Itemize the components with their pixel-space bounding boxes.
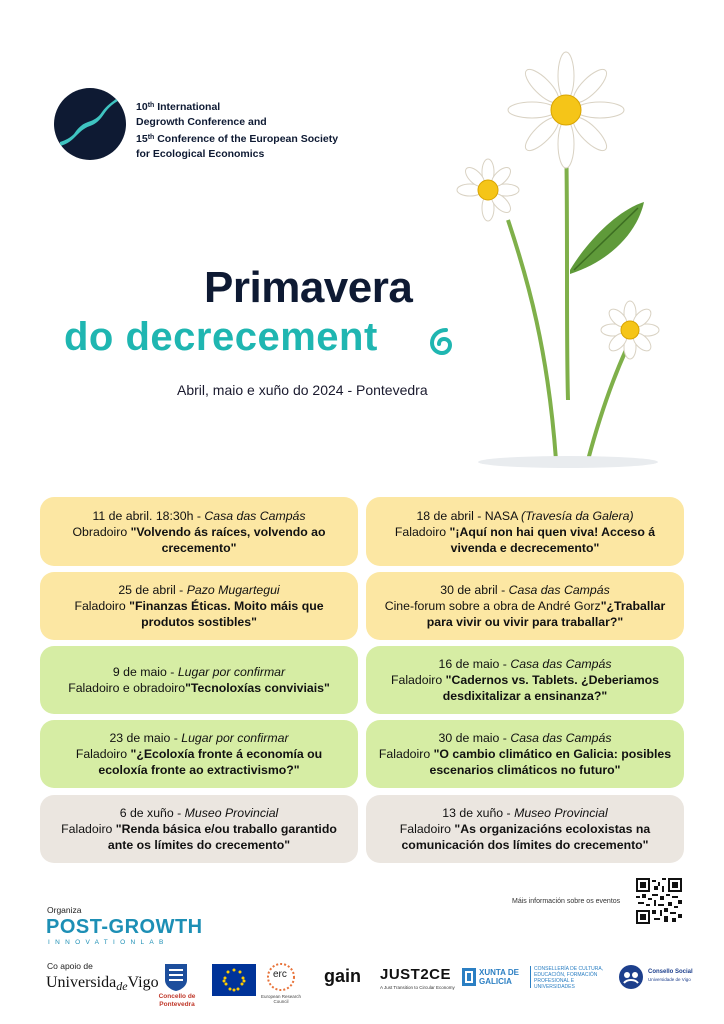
event-when: 30 de abril - Casa das Campás — [440, 583, 610, 597]
event-description: Faladoiro "¡Aquí non hai quen viva! Acceso á vivenda e decrecemento" — [394, 524, 656, 555]
conference-line: Degrowth Conference and — [136, 116, 267, 128]
xunta-label: XUNTA DE GALICIA — [479, 968, 519, 986]
event-card — [366, 795, 684, 863]
event-card — [366, 497, 684, 566]
just2ce-sublabel: A Just Transition to Circular Economy — [380, 985, 455, 990]
divider — [530, 966, 531, 988]
gain-logo: gain — [324, 966, 362, 986]
page-subtitle: do decrecement — [64, 315, 378, 359]
event-description: Faladoiro "¿Ecoloxía fronte á economía ou ecoloxía fronte ao extractivismo?" — [75, 747, 323, 777]
qr-code-icon[interactable] — [636, 878, 682, 924]
coapoio-label: Co apoio de — [47, 961, 93, 971]
event-when: 23 de maio - Lugar por confirmar — [109, 731, 289, 745]
consello-social-sublabel: Universidade de Vigo — [648, 977, 691, 982]
just2ce-logo: JUST2CE — [380, 966, 452, 983]
consello-social-label: Consello Social — [648, 969, 693, 975]
postgrowth-logo: POST-GROWTH — [46, 916, 203, 938]
event-card — [366, 720, 684, 788]
xunta-flag-icon — [462, 968, 476, 986]
daisy-illustration — [448, 30, 678, 470]
page-title: Primavera — [204, 263, 413, 312]
conference-logo — [54, 88, 126, 160]
event-when: 30 de maio - Casa das Campás — [438, 731, 612, 745]
event-description: Faladoiro "O cambio climático en Galicia: posibles escenarios climáticos no futuro" — [378, 747, 672, 777]
consellaria-label: CONSELLERÍA DE CULTURA, EDUCACIÓN, FORMACIÓN PROFESIONAL E UNIVERSIDADES — [534, 966, 604, 990]
event-description: Faladoiro e obradoiro"Tecnoloxías conviviais" — [68, 681, 330, 695]
event-when: 18 de abril - NASA (Travesía da Galera) — [416, 508, 634, 523]
event-card — [40, 497, 358, 566]
event-when: 9 de maio - Lugar por confirmar — [112, 665, 286, 679]
erc-label: erc — [273, 969, 287, 980]
consello-social-icon — [618, 964, 644, 990]
organiza-label: Organiza — [47, 905, 82, 915]
event-description: Obradoiro "Volvendo ás raíces, volvendo ao crecemento" — [72, 524, 326, 555]
conference-line: 15th Conference of the European Society — [136, 133, 339, 145]
event-description: Faladoiro "Finanzas Éticas. Moito máis que produtos sostibles" — [74, 599, 324, 629]
event-description: Faladoiro "Renda básica e/ou traballo garantido ante os límites do crecemento" — [61, 822, 337, 852]
eu-flag-icon — [212, 964, 256, 996]
conference-name — [136, 98, 338, 162]
event-card — [40, 572, 358, 640]
uvigo-text-c: Vigo — [127, 974, 159, 991]
erc-sublabel: European Research Council — [260, 994, 302, 1004]
concello-label: Concello de Pontevedra — [158, 993, 196, 1008]
event-description: Faladoiro "As organizacións ecoloxistas na comunicación dos límites do crecemento" — [399, 822, 651, 852]
conference-line: for Ecological Economics — [136, 148, 265, 160]
event-when: 13 de xuño - Museo Provincial — [442, 806, 608, 820]
event-when: 6 de xuño - Museo Provincial — [119, 806, 279, 820]
event-card — [40, 720, 358, 788]
concello-crest-icon — [163, 962, 189, 992]
event-card — [366, 572, 684, 640]
event-when: 16 de maio - Casa das Campás — [438, 657, 612, 671]
more-info-text: Máis información sobre os eventos — [512, 898, 621, 905]
event-card — [366, 646, 684, 714]
event-description: Faladoiro "Cadernos vs. Tablets. ¿Deberiamos desdixitalizar a ensinanza?" — [390, 673, 660, 703]
event-dates: Abril, maio e xuño do 2024 - Pontevedra — [177, 382, 428, 398]
event-card — [40, 646, 358, 714]
conference-line: 10th International — [136, 101, 221, 113]
event-card — [40, 795, 358, 863]
event-description: Cine-forum sobre a obra de André Gorz"¿Traballar para vivir ou vivir para traballar?" — [384, 599, 666, 629]
event-when: 11 de abril. 18:30h - Casa das Campás — [92, 508, 306, 523]
uvigo-text-a: Universida — [46, 974, 117, 991]
event-when: 25 de abril - Pazo Mugartegui — [118, 583, 280, 597]
uvigo-text-b: de — [116, 979, 128, 993]
innovationlab-label: INNOVATIONLAB — [48, 939, 169, 946]
uvigo-logo — [46, 974, 159, 994]
